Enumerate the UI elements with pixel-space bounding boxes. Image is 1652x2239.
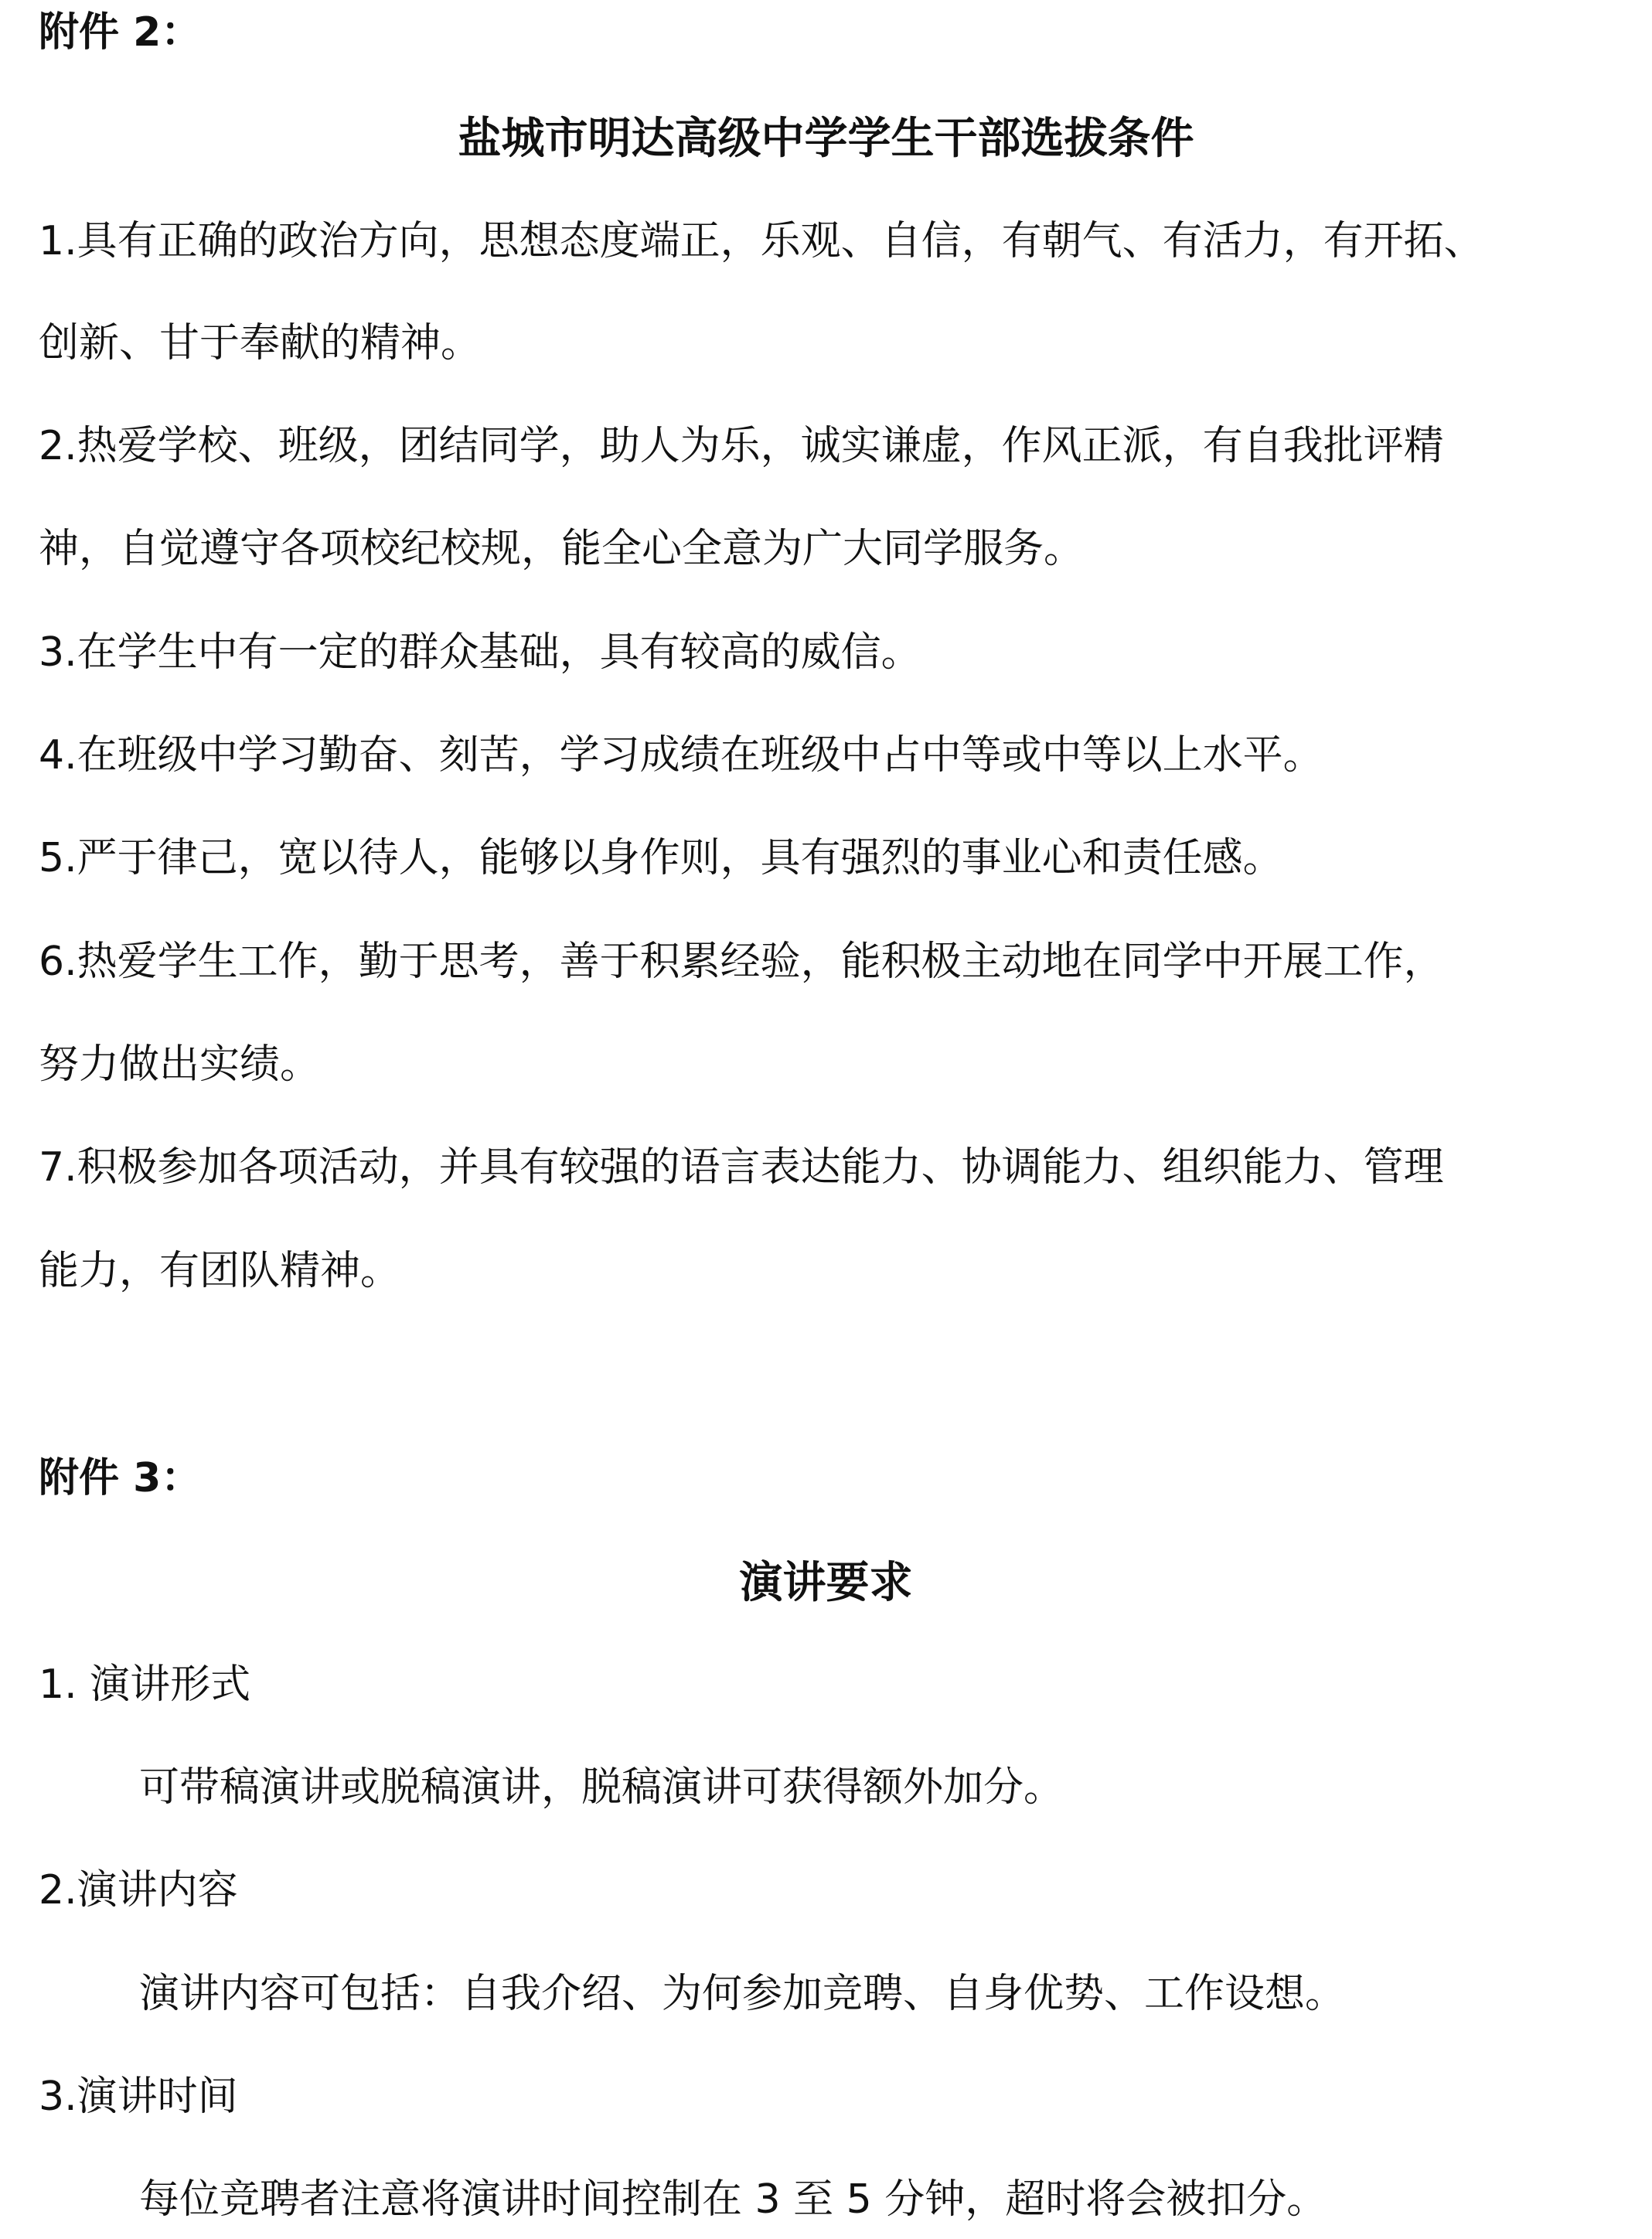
annex-2-heading: 附件 2： bbox=[39, 9, 202, 56]
condition-6-line-1: 6.热爱学生工作，勤于思考，善于积累经验，能积极主动地在同学中开展工作， bbox=[39, 939, 1444, 985]
speech-time-heading: 3.演讲时间 bbox=[39, 2074, 238, 2120]
condition-1-line-2: 创新、甘于奉献的精神。 bbox=[39, 320, 482, 366]
annex-3-heading: 附件 3： bbox=[39, 1455, 202, 1501]
condition-2-line-2: 神，自觉遵守各项校纪校规，能全心全意为广大同学服务。 bbox=[39, 526, 1085, 572]
condition-5-line: 5.严于律己，宽以待人，能够以身作则，具有强烈的事业心和责任感。 bbox=[39, 835, 1283, 881]
speech-format-body: 可带稿演讲或脱稿演讲，脱稿演讲可获得额外加分。 bbox=[139, 1764, 1064, 1811]
speech-time-body: 每位竞聘者注意将演讲时间控制在 3 至 5 分钟，超时将会被扣分。 bbox=[139, 2176, 1327, 2223]
condition-2-line-1: 2.热爱学校、班级，团结同学，助人为乐，诚实谦虚，作风正派，有自我批评精 bbox=[39, 423, 1444, 469]
annex-2-title: 盐城市明达高级中学学生干部选拔条件 bbox=[458, 114, 1194, 164]
condition-7-line-1: 7.积极参加各项活动，并具有较强的语言表达能力、协调能力、组织能力、管理 bbox=[39, 1144, 1444, 1191]
speech-content-heading: 2.演讲内容 bbox=[39, 1867, 238, 1914]
condition-1-line-1: 1.具有正确的政治方向，思想态度端正，乐观、自信，有朝气、有活力，有开拓、 bbox=[39, 218, 1484, 264]
condition-7-line-2: 能力，有团队精神。 bbox=[39, 1248, 401, 1294]
annex-3-title: 演讲要求 bbox=[739, 1558, 913, 1608]
speech-content-body: 演讲内容可包括：自我介绍、为何参加竞聘、自身优势、工作设想。 bbox=[139, 1971, 1346, 2017]
condition-6-line-2: 努力做出实绩。 bbox=[39, 1041, 321, 1088]
condition-4-line: 4.在班级中学习勤奋、刻苦，学习成绩在班级中占中等或中等以上水平。 bbox=[39, 732, 1323, 779]
condition-3-line: 3.在学生中有一定的群众基础，具有较高的威信。 bbox=[39, 629, 921, 676]
speech-format-heading: 1. 演讲形式 bbox=[39, 1661, 251, 1708]
